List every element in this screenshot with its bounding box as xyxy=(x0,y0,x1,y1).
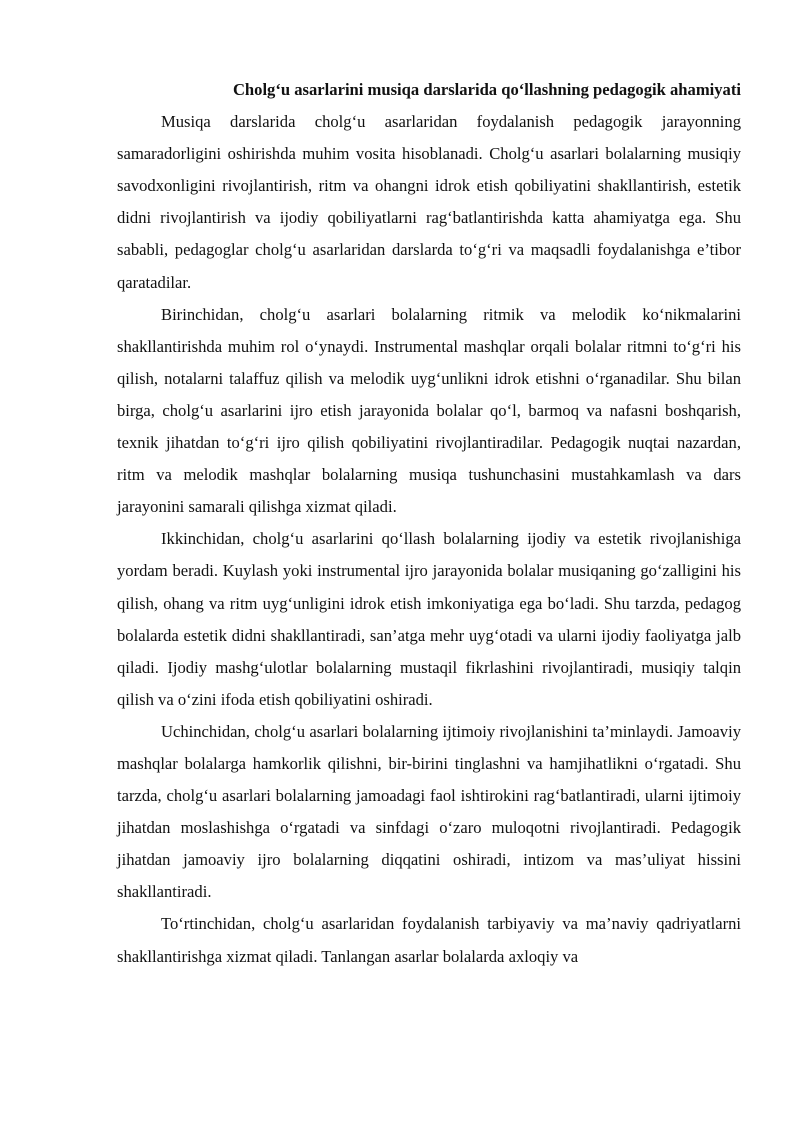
paragraph-second: Ikkinchidan, cholg‘u asarlarini qo‘llash bolalarning ijodiy va estetik rivojlanishiga yordam beradi. Kuylash yoki instrumental ijro jarayonida bolalar musiqaning go‘zalligini his qilish, ohang va ritm uyg‘unligini idrok etish imkoniyatiga ega bo‘ladi. Shu tarzda, pedagog bolalarda estetik didni shakllantiradi, san’atga mehr uyg‘otadi va ularni ijodiy faoliyatga jalb qiladi. Ijodiy mashg‘ulotlar bolalarning mustaqil fikrlashini rivojlantiradi, musiqiy talqin qilish va o‘zini ifoda etish qobiliyatini oshiradi. xyxy=(117,529,741,709)
paragraph-fourth: To‘rtinchidan, cholg‘u asarlaridan foydalanish tarbiyaviy va ma’naviy qadriyatlarni shakllantirishga xizmat qiladi. Tanlangan asarlar bolalarda axloqiy va xyxy=(117,914,741,966)
document-title: Cholg‘u asarlarini musiqa darslarida qo‘llashning pedagogik ahamiyati xyxy=(232,80,741,99)
paragraph-intro: Musiqa darslarida cholg‘u asarlaridan foydalanish pedagogik jarayonning samaradorligini oshirishda muhim vosita hisoblanadi. Cholg‘u asarlari bolalarning musiqiy savodxonligini rivojlantirish, ritm va ohangni idrok etish qobiliyatini shakllantirish, estetik didni rivojlantirish va ijodiy qobiliyatlarni rag‘batlantirishda katta ahamiyatga ega. Shu sababli, pedagoglar cholg‘u asarlaridan darslarda to‘g‘ri va maqsadli foydalanishga e’tibor qaratadilar. xyxy=(117,112,741,292)
paragraph-first: Birinchidan, cholg‘u asarlari bolalarning ritmik va melodik ko‘nikmalarini shakllantirishda muhim rol o‘ynaydi. Instrumental mashqlar orqali bolalar ritmni to‘g‘ri his qilish, notalarni talaffuz qilish va melodik uyg‘unlikni idrok etishni o‘rganadilar. Shu bilan birga, cholg‘u asarlarini ijro etish jarayonida bolalar qo‘l, barmoq va nafasni boshqarish, texnik jihatdan to‘g‘ri ijro qilish qobiliyatini rivojlantiradilar. Pedagogik nuqtai nazardan, ritm va melodik mashqlar bolalarning musiqa tushunchasini mustahkamlash va dars jarayonini samarali qilishga xizmat qiladi. xyxy=(117,304,741,517)
document-page xyxy=(117,74,741,973)
paragraph-third: Uchinchidan, cholg‘u asarlari bolalarning ijtimoiy rivojlanishini ta’minlaydi. Jamoaviy mashqlar bolalarga hamkorlik qilishni, bir-birini tinglashni va hamjihatlikni o‘rgatadi. Shu tarzda, cholg‘u asarlari bolalarning jamoadagi faol ishtirokini rag‘batlantiradi, ularni ijtimoiy jihatdan moslashishga o‘rgatadi va sinfdagi o‘zaro muloqotni rivojlantiradi. Pedagogik jihatdan jamoaviy ijro bolalarning diqqatini oshiradi, intizom va mas’uliyat hissini shakllantiradi. xyxy=(117,721,741,902)
